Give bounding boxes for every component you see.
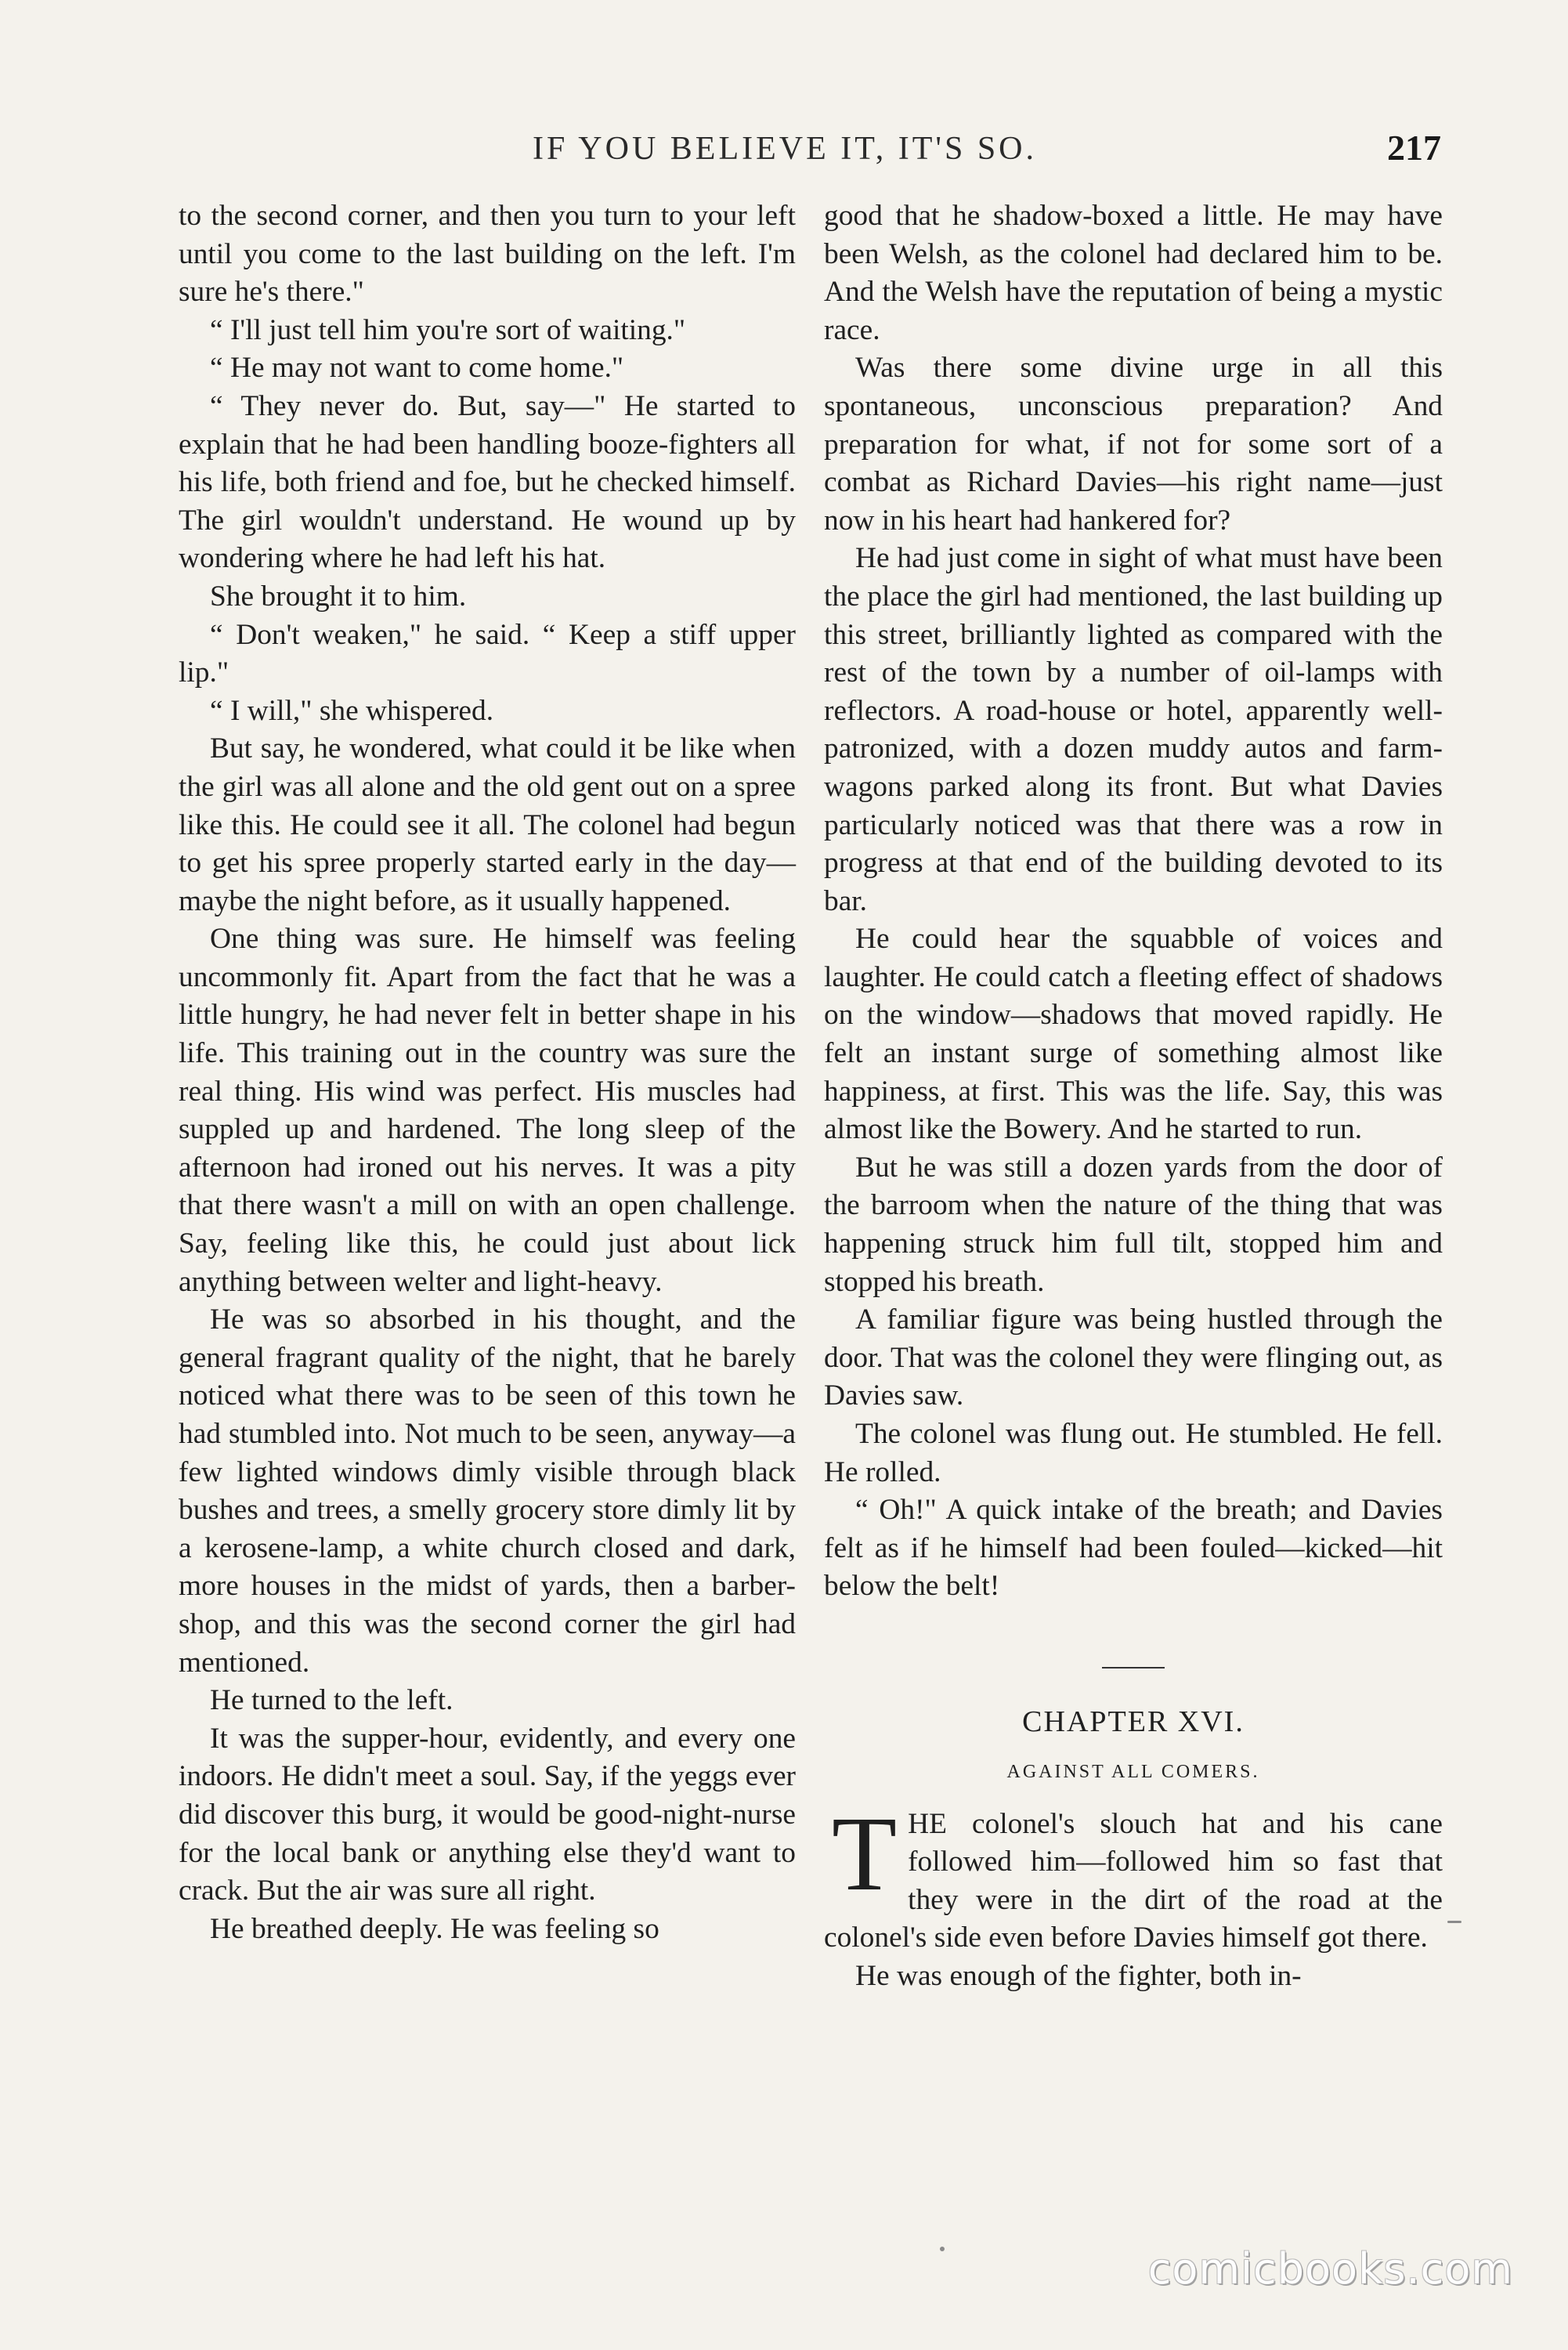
chapter-title: CHAPTER XVI.: [1022, 1705, 1245, 1738]
paragraph: He was so absorbed in his thought, and the general fragrant quality of the night, that he barely noticed what there was to be seen of this town he had stumbled into. Not much to be seen, anyway—a few lighted windows dimly visible through black bushes and trees, a smelly grocery store dimly lit by a kerosene-lamp, a white church closed and dark, more houses in the midst of yards, then a barber-shop, and this was the second corner the girl had mentioned.: [179, 1303, 796, 1679]
paragraph: “ I will," she whispered.: [210, 694, 494, 727]
chapter-opening-paragraph: [824, 1795, 1443, 1958]
paragraph: “ Oh!" A quick intake of the breath; and Davies felt as if he himself had been fouled—kicked—hit below the belt!: [824, 1494, 1443, 1603]
section-divider: [1102, 1667, 1165, 1668]
page-number: 217: [1387, 128, 1441, 168]
running-title: IF YOU BELIEVE IT, IT'S SO.: [533, 131, 1038, 167]
paragraph: One thing was sure. He himself was feeling uncommonly fit. Apart from the fact that he was a little hungry, he had never felt in better shape in his life. This training out in the country was sure the real thing. His wind was perfect. His muscles had suppled up and hardened. The long sleep of the afternoon had ironed out his nerves. It was a pity that there wasn't a mill on with an open challenge. Say, feeling like this, he could just about lick anything between welter and light-heavy.: [179, 923, 796, 1298]
right-column: [824, 197, 1443, 1996]
opening-text: HE colonel's slouch hat and his cane followed him—followed him so fast that they were in the dirt of the road at the colonel's side even before Davies himself got there.: [824, 1807, 1443, 1954]
paragraph: But say, he wondered, what could it be like when the girl was all alone and the old gent out on a spree like this. He could see it all. The colonel had begun to get his spree properly started early in the day—maybe the night before, as it usually happened.: [179, 732, 796, 917]
paragraph: He was enough of the fighter, both in-: [855, 1959, 1302, 1992]
paragraph: good that he shadow-boxed a little. He may have been Welsh, as the colonel had declared him to be. And the Welsh have the reputation of being a mystic race.: [824, 200, 1443, 346]
page-header: [180, 127, 1441, 182]
paragraph: She brought it to him.: [210, 580, 467, 613]
paragraph: “ They never do. But, say—" He started to explain that he had been handling booze-fighters all his life, both friend and foe, but he checked himself. The girl wouldn't understand. He wound up by wondering where he had left his hat.: [179, 389, 796, 575]
paragraph: He breathed deeply. He was feeling so: [210, 1912, 659, 1945]
paragraph: to the second corner, and then you turn to your left until you come to the last building on the left. I'm sure he's there.": [179, 200, 796, 309]
paragraph: The colonel was flung out. He stumbled. He fell. He rolled.: [824, 1418, 1443, 1488]
paragraph: It was the supper-hour, evidently, and every one indoors. He didn't meet a soul. Say, if the yeggs ever did discover this burg, it would be good-night-nurse for the local bank or anything else they'd want to crack. But the air was sure all right.: [179, 1722, 796, 1907]
drop-cap: T: [832, 1795, 898, 1913]
paragraph: “ I'll just tell him you're sort of waiting.": [210, 313, 686, 346]
site-watermark: comicbooks.com: [1147, 2244, 1513, 2294]
paragraph: He turned to the left.: [210, 1684, 453, 1717]
paragraph: He had just come in sight of what must have been the place the girl had mentioned, the last building up this street, brilliantly lighted as compared with the rest of the town by a number of oil-lamps with reflectors. A road-house or hotel, apparently well-patronized, with a dozen muddy autos and farm-wagons parked along its front. But what Davies particularly noticed was that there was a row in progress at that end of the building devoted to its bar.: [824, 542, 1443, 917]
paper-speck: [1447, 1921, 1461, 1923]
paragraph: But he was still a dozen yards from the door of the barroom when the nature of the thing that was happening struck him full tilt, stopped him and stopped his breath.: [824, 1151, 1443, 1298]
paragraph: A familiar figure was being hustled through the door. That was the colonel they were flinging out, as Davies saw.: [824, 1303, 1443, 1412]
paragraph: “ Don't weaken," he said. “ Keep a stiff upper lip.": [179, 618, 796, 689]
chapter-subtitle: AGAINST ALL COMERS.: [1006, 1761, 1260, 1782]
paragraph: Was there some divine urge in all this spontaneous, unconscious preparation? And preparation for what, if not for some sort of a combat as Richard Davies—his right name—just now in his heart had hankered for?: [824, 352, 1443, 537]
paper-speck: [940, 2247, 945, 2251]
paragraph: He could hear the squabble of voices and laughter. He could catch a fleeting effect of shadows on the window—shadows that moved rapidly. He felt an instant surge of something almost like happiness, at first. This was the life. Say, this was almost like the Bowery. And he started to run.: [824, 923, 1443, 1146]
left-column: [179, 197, 796, 1948]
paragraph: “ He may not want to come home.": [210, 352, 624, 385]
